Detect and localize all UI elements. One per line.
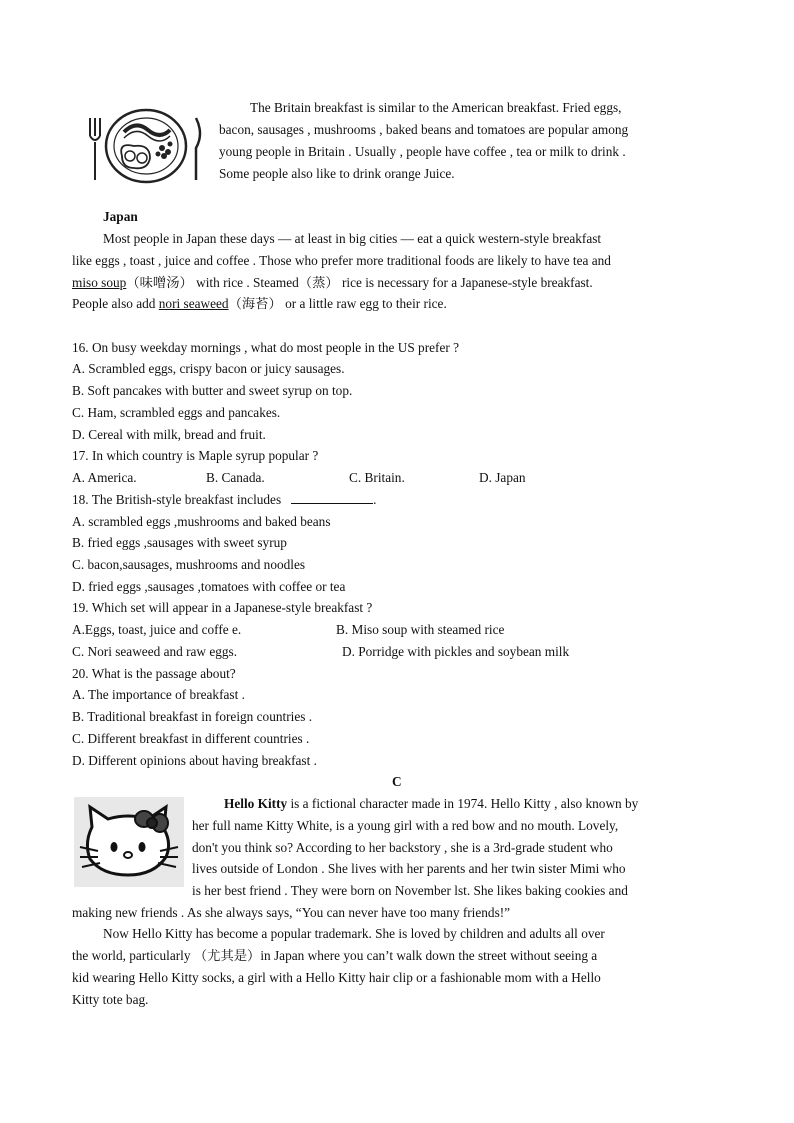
option-19d: D. Porridge with pickles and soybean milk xyxy=(342,644,570,659)
option-18c: C. bacon,sausages, mushrooms and noodles xyxy=(72,557,306,572)
option-16d: D. Cereal with milk, bread and fruit. xyxy=(72,427,266,442)
hello-kitty-text-line: is her best friend . They were born on November lst. She likes baking cookies and xyxy=(192,883,628,898)
hello-kitty-text-line: lives outside of London . She lives with her parents and her twin sister Mimi who xyxy=(192,861,626,876)
britain-text-line: Some people also like to drink orange Juice. xyxy=(219,166,455,181)
question-16: 16. On busy weekday mornings , what do most people in the US prefer ? xyxy=(72,340,460,355)
option-19b: B. Miso soup with steamed rice xyxy=(336,622,505,637)
hello-kitty-text-line: kid wearing Hello Kitty socks, a girl with a Hello Kitty hair clip or a fashionable mom with a Hello xyxy=(72,970,601,985)
option-16b: B. Soft pancakes with butter and sweet syrup on top. xyxy=(72,383,353,398)
section-label-c: C xyxy=(392,774,402,789)
option-19a: A.Eggs, toast, juice and coffe e. xyxy=(72,622,242,637)
option-17b: B. Canada. xyxy=(206,470,265,485)
option-17a: A. America. xyxy=(72,470,137,485)
question-18-end: . xyxy=(373,492,377,507)
question-19: 19. Which set will appear in a Japanese-style breakfast ? xyxy=(72,600,373,615)
question-17: 17. In which country is Maple syrup popular ? xyxy=(72,448,319,463)
option-20c: C. Different breakfast in different countries . xyxy=(72,731,310,746)
underlined-term: miso soup xyxy=(72,275,127,290)
option-16a: A. Scrambled eggs, crispy bacon or juicy sausages. xyxy=(72,361,345,376)
japan-text-segment: （味噌汤） with rice . Steamed（蒸） rice is necessary for a Japanese-style breakfast. xyxy=(126,275,593,290)
japan-text-segment: （海苔） or a little raw egg to their rice. xyxy=(228,296,447,311)
option-19c: C. Nori seaweed and raw eggs. xyxy=(72,644,238,659)
japan-text-segment: People also add xyxy=(72,296,159,311)
britain-text-line: The Britain breakfast is similar to the American breakfast. Fried eggs, xyxy=(250,100,622,115)
question-18 xyxy=(72,491,376,509)
option-17c: C. Britain. xyxy=(349,470,405,485)
hello-kitty-text-line: the world, particularly （尤其是）in Japan where you can’t walk down the street without seeing a xyxy=(72,948,598,963)
option-20d: D. Different opinions about having breakfast . xyxy=(72,753,317,768)
question-18-text: 18. The British-style breakfast includes xyxy=(72,492,282,507)
option-18b: B. fried eggs ,sausages with sweet syrup xyxy=(72,535,287,550)
option-16c: C. Ham, scrambled eggs and pancakes. xyxy=(72,405,281,420)
hello-kitty-text-line: making new friends . As she always says, “You can never have too many friends!” xyxy=(72,905,511,920)
britain-text-line: bacon, sausages , mushrooms , baked beans and tomatoes are popular among xyxy=(219,122,629,137)
hello-kitty-text-line: Now Hello Kitty has become a popular trademark. She is loved by children and adults all over xyxy=(103,926,605,941)
britain-text-line: young people in Britain . Usually , people have coffee , tea or milk to drink . xyxy=(219,144,626,159)
option-17d: D. Japan xyxy=(479,470,526,485)
option-18d: D. fried eggs ,sausages ,tomatoes with coffee or tea xyxy=(72,579,346,594)
section-heading-japan: Japan xyxy=(103,209,138,224)
hello-kitty-text-segment: is a fictional character made in 1974. Hello Kitty , also known by xyxy=(287,796,639,811)
breakfast-plate-icon xyxy=(84,104,208,186)
japan-text-line: like eggs , toast , juice and coffee . Those who prefer more traditional foods are likely to have tea and xyxy=(72,253,611,268)
japan-text-line: Most people in Japan these days — at least in big cities — eat a quick western-style breakfast xyxy=(103,231,602,246)
hello-kitty-text-line: don't you think so? According to her backstory , she is a 3rd-grade student who xyxy=(192,840,613,855)
japan-text-line xyxy=(72,295,447,313)
option-18a: A. scrambled eggs ,mushrooms and baked beans xyxy=(72,514,331,529)
option-20b: B. Traditional breakfast in foreign countries . xyxy=(72,709,313,724)
option-20a: A. The importance of breakfast . xyxy=(72,687,245,702)
hello-kitty-text-line xyxy=(224,795,638,813)
japan-text-line xyxy=(72,274,593,292)
hello-kitty-text-line: Kitty tote bag. xyxy=(72,992,149,1007)
hello-kitty-icon xyxy=(74,797,184,887)
underlined-term: nori seaweed xyxy=(158,296,229,311)
hello-kitty-title: Hello Kitty xyxy=(224,796,288,811)
hello-kitty-text-line: her full name Kitty White, is a young girl with a red bow and no mouth. Lovely, xyxy=(192,818,619,833)
question-20: 20. What is the passage about? xyxy=(72,666,236,681)
answer-blank xyxy=(291,491,373,504)
